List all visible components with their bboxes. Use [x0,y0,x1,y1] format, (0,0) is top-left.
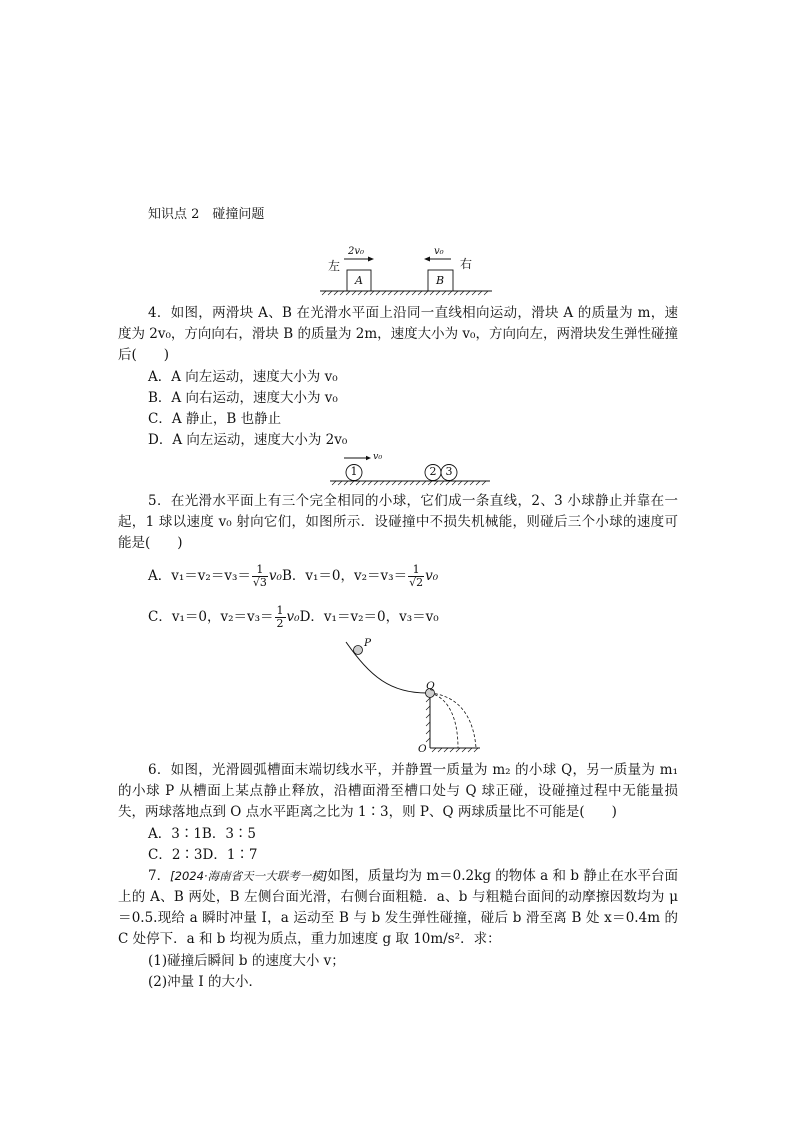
figure-q6-drawing [340,636,490,756]
figure-q4 [320,248,500,298]
label-q: Q [426,680,435,692]
q5-option-a-prefix: A．v₁＝v₂＝v₃＝ [148,568,251,584]
q5-option-c-prefix: C．v₁＝0，v₂＝v₃＝ [148,609,274,625]
q5-option-c-fraction [275,605,286,630]
q5-option-a-num: 1 [252,564,268,577]
q5-option-a-den: √3 [252,576,267,589]
figure-q6 [340,636,490,756]
section-heading: 知识点 2 碰撞问题 [148,207,265,222]
figure-q4-drawing [320,248,500,298]
q5-option-b-suffix: v₀ [425,568,439,584]
velocity-a-label: 2v₀ [348,246,365,257]
q5-option-b-den: √2 [409,576,424,589]
q5-option-d: D．v₁＝v₂＝0，v₃＝v₀ [299,609,439,625]
ball-p [354,646,363,655]
q5-option-c-num: 1 [276,604,284,617]
q7-sub1: (1)碰撞后瞬间 b 的速度大小 v； [148,953,345,969]
q5-options-ab [148,562,438,590]
ground-q5-hatch [332,481,486,485]
arrow-v0-head [366,456,371,460]
q6-options-line2: C．2∶3D．1∶7 [148,847,258,863]
label-left: 左 [328,259,341,273]
q6-options-line1: A．3∶1B．3∶5 [148,826,257,842]
q7-sub2: (2)冲量 I 的大小． [148,974,263,990]
q4-stem: 4．如图，两滑块 A、B 在光滑水平面上沿同一直线相向运动，滑块 A 的质量为 m，速度为 2v₀，方向向右，滑块 B 的质量为 2m，速度大小为 v₀，方向向左，两滑块发生弹性碰撞后( ) [118,305,678,363]
label-o: O [418,743,427,755]
figure-q5 [330,449,490,489]
ball-3-label: 3 [445,465,453,478]
arrow-b-head [424,257,430,262]
ball-1-label: 1 [350,465,358,478]
q4-option-b: B．A 向右运动，速度大小为 v₀ [148,390,338,406]
q4-option-a: A．A 向左运动，速度大小为 v₀ [148,369,338,385]
label-p: P [364,637,372,649]
arrow-a-head [368,257,374,262]
wall-hatch [426,698,430,742]
q4-option-d: D．A 向左运动，速度大小为 2v₀ [148,432,348,448]
q5-option-c-suffix: v₀ [286,609,300,625]
block-a-label: A [355,274,363,287]
trajectory-q [430,693,476,748]
block-b-label: B [436,274,445,287]
q4-option-c: C．A 静止，B 也静止 [148,411,282,427]
q7-number: 7． [148,868,171,884]
q5-options-cd [148,603,439,631]
velocity-b-label: v₀ [434,246,444,257]
q5-option-c-den: 2 [276,617,284,630]
ground-hatch [322,291,488,295]
q5-option-b-num: 1 [408,564,424,577]
q5-option-b-prefix: B．v₁＝0，v₂＝v₃＝ [281,568,408,584]
q5-option-a-fraction [252,564,268,589]
q7-stem-text: 如图，质量均为 m＝0.2kg 的物体 a 和 b 静止在水平台面上的 A、B 两处，B 左侧台面光滑，右侧台面粗糙．a、b 与粗糙台面间的动摩擦因数均为 μ＝0.5.现给 a 瞬时冲量 I，a 运动至 B 与 b 发生弹性碰撞，碰后 b 滑至离 B 处 x＝0.4m 的 C 处停下．a 和 b 均视为质点，重力加速度 g 取 10m/s²．求： [118,868,678,947]
velocity-v0-label: v₀ [373,451,383,462]
ball-2-label: 2 [429,465,437,478]
ground-q6-hatch [432,748,478,752]
q5-option-a-suffix: v₀ [268,568,282,584]
q5-stem: 5．在光滑水平面上有三个完全相同的小球，它们成一条直线，2、3 小球静止并靠在一起，1 球以速度 v₀ 射向它们，如图所示．设碰撞中不损失机械能，则碰后三个小球的速度可能是( ) [118,493,678,551]
q6-stem: 6．如图，光滑圆弧槽面末端切线水平，并静置一质量为 m₂ 的小球 Q，另一质量为 m₁ 的小球 P 从槽面上某点静止释放，沿槽面滑至槽口处与 Q 球正碰，设碰撞过程中无能量损失，两球落地点到 O 点水平距离之比为 1∶3，则 P、Q 两球质量比不可能是( ) [118,762,678,820]
q7-source: [2024·海南省天一大联考一模] [170,869,328,883]
q5-option-b-fraction [408,564,424,589]
q7-stem [118,866,678,950]
label-right: 右 [460,257,473,271]
